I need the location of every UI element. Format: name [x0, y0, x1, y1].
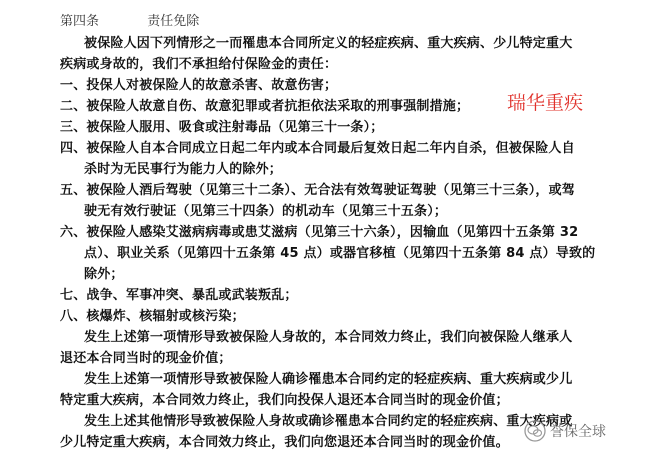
- paragraph-line: 被保险人因下列情形之一而罹患本合同所定义的轻症疾病、重大疾病、少儿特定重大: [84, 36, 573, 51]
- paragraph-line: 发生上述其他情形导致被保险人身故或确诊罹患本合同约定的轻症疾病、重大疾病或: [84, 414, 573, 429]
- watermark: [524, 420, 606, 442]
- paragraph-line: 疾病或身故的，我们不承担给付保险金的责任：: [60, 57, 338, 72]
- list-item: 一、投保人对被保险人的故意杀害、故意伤害；: [60, 78, 338, 93]
- watermark-text: 誉保全球: [550, 424, 606, 440]
- article-number: 第四条: [60, 14, 100, 29]
- list-item: 七、战争、军事冲突、暴乱或武装叛乱；: [60, 288, 298, 303]
- paragraph-line: 发生上述第一项情形导致被保险人确诊罹患本合同约定的轻症疾病、重大疾病或少儿: [84, 372, 573, 387]
- overlay-stamp-text: 瑞华重疾: [507, 92, 584, 114]
- list-item: 八、核爆炸、核辐射或核污染；: [60, 309, 245, 324]
- section-title: 责任免除: [147, 14, 200, 29]
- paragraph-line: 少儿特定重大疾病，本合同效力终止，我们向您退还本合同当时的现金价值。: [60, 435, 509, 450]
- paragraph-line: 退还本合同当时的现金价值；: [60, 351, 232, 366]
- paragraph-line: 特定重大疾病，本合同效力终止，我们向投保人退还本合同当时的现金价值；: [60, 393, 509, 408]
- list-item: 四、被保险人自本合同成立日起二年内或本合同最后复效日起二年内自杀，但被保险人自: [60, 141, 575, 156]
- section-heading: [60, 10, 237, 29]
- list-item: 六、被保险人感染艾滋病病毒或患艾滋病（见第三十六条），因输血（见第四十五条第 32: [60, 225, 579, 240]
- paragraph-line: 发生上述第一项情形导致被保险人身故的，本合同效力终止，我们向被保险人继承人: [84, 330, 573, 345]
- list-item: 二、被保险人故意自伤、故意犯罪或者抗拒依法采取的刑事强制措施；: [60, 99, 470, 114]
- list-item-continued: 点）、职业关系（见第四十五条第 45 点）或器官移植（见第四十五条第 84 点）导致的: [84, 246, 596, 261]
- wechat-icon: [524, 420, 546, 442]
- list-item-continued: 除外；: [84, 267, 124, 282]
- list-item: 五、被保险人酒后驾驶（见第三十二条）、无合法有效驾驶证驾驶（见第三十三条），或驾: [60, 183, 576, 198]
- list-item-continued: 驶无有效行驶证（见第三十四条）的机动车（见第三十五条）；: [84, 204, 448, 219]
- list-item: 三、被保险人服用、吸食或注射毒品（见第三十一条）；: [60, 120, 384, 135]
- list-item-continued: 杀时为无民事行为能力人的除外；: [84, 162, 283, 177]
